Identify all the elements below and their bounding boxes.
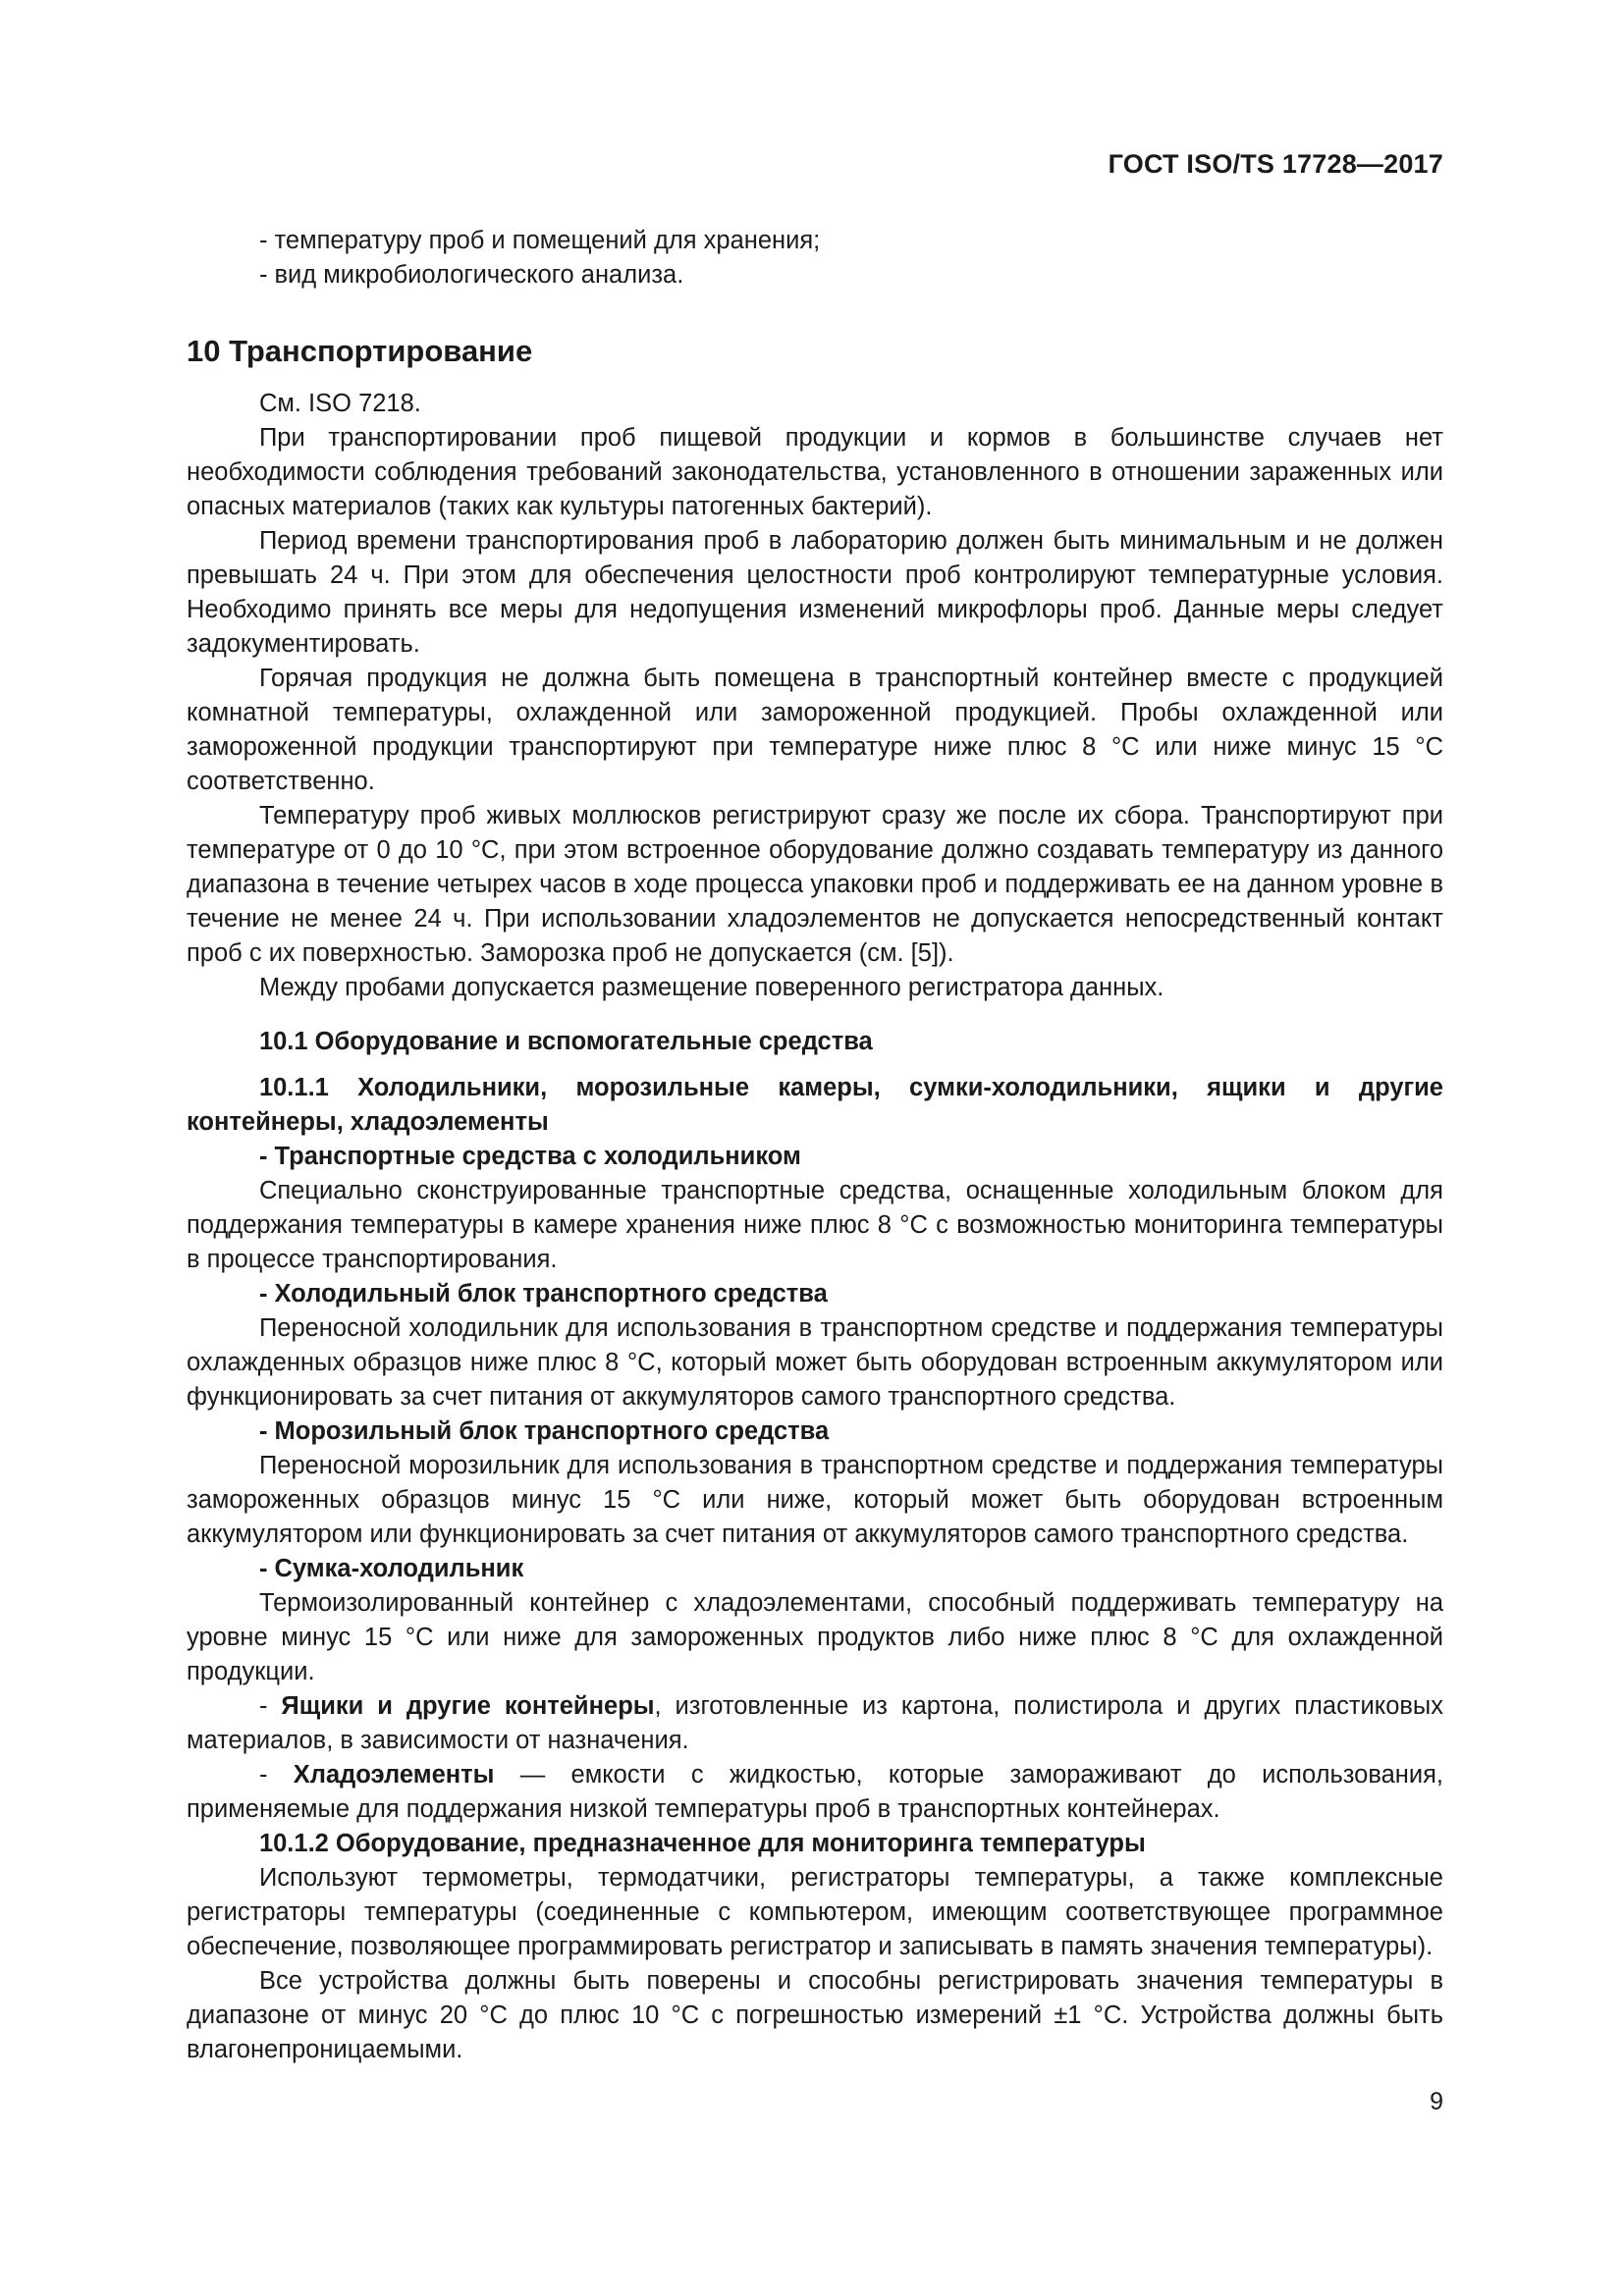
monitoring-paragraph: Используют термометры, термодатчики, регистраторы температуры, а также комплексные регистраторы температуры (соединенные с компьютером, имеющим соответствующее программное обеспечение, позволяющее программировать регистратор и записывать в память значения температуры). [187,1864,1443,1960]
section-paragraph: Между пробами допускается размещение поверенного регистратора данных. [258,974,1164,1001]
page-number: 9 [1430,2088,1443,2115]
cold-packs-text: — емкости с жидкостью, которые замораживают до использования, применяемые для поддержания низкой температуры проб в транспортных контейнерах. [187,1761,1443,1823]
equipment-item-title: - Морозильный блок транспортного средства [258,1417,830,1445]
monitoring-paragraph: Все устройства должны быть поверены и способны регистрировать значения температуры в диапазоне от минус 20 °С до плюс 10 °С с погрешностью измерений ±1 °С. Устройства должны быть влагонепроницаемыми. [187,1967,1443,2063]
boxes-paragraph [187,1689,1443,1758]
section-reference: См. ISO 7218. [258,390,421,417]
subsection-title-10-1: 10.1 Оборудование и вспомогательные средства [258,1028,873,1055]
section-paragraph: При транспортировании проб пищевой продукции и кормов в большинстве случаев нет необходимости соблюдения требований законодательства, установленного в отношении зараженных или опасных материалов (таких как культуры патогенных бактерий). [187,424,1443,520]
equipment-item-text: Переносной морозильник для использования в транспортном средстве и поддержания температуры замороженных образцов минус 15 °С или ниже, который может быть оборудован встроенным аккумулятором или функционировать за счет питания от аккумуляторов самого транспортного средства. [187,1452,1443,1548]
equipment-item-text: Термоизолированный контейнер с хладоэлементами, способный поддерживать температуру на уровне минус 15 °С или ниже для замороженных продуктов либо ниже плюс 8 °С для охлажденной продукции. [187,1589,1443,1685]
subsection-title-10-1-1: 10.1.1 Холодильники, морозильные камеры, сумки-холодильники, ящики и другие контейнеры, хладоэлементы [187,1074,1443,1136]
document-body [187,224,1443,2067]
boxes-text: , изготовленные из картона, полистирола и других пластиковых материалов, в зависимости от назначения. [187,1692,1443,1754]
section-paragraph: Период времени транспортирования проб в лабораторию должен быть минимальным и не должен превышать 24 ч. При этом для обеспечения целостности проб контролируют температурные условия. Необходимо принять все меры для недопущения изменений микрофлоры проб. Данные меры следует задокументировать. [187,527,1443,658]
intro-list-item: - вид микробиологического анализа. [258,261,684,289]
section-paragraph: Температуру проб живых моллюсков регистрируют сразу же после их сбора. Транспортируют при температуре от 0 до 10 °С, при этом встроенное оборудование должно создавать температуру из данного диапазона в течение четырех часов в ходе процесса упаковки проб и поддерживать ее на данном уровне в течение не менее 24 ч. При использовании хладоэлементов не допускается непосредственный контакт проб с их поверхностью. Заморозка проб не допускается (см. [5]). [187,802,1443,967]
cold-packs-paragraph [187,1758,1443,1827]
section-paragraph: Горячая продукция не должна быть помещена в транспортный контейнер вместе с продукцией комнатной температуры, охлажденной или замороженной продукцией. Пробы охлажденной или замороженной продукции транспортируют при температуре ниже плюс 8 °С или ниже минус 15 °С соответственно. [187,665,1443,795]
equipment-item-title: - Сумка-холодильник [258,1555,524,1582]
cold-packs-term: Хладоэлементы [293,1761,495,1789]
section-title: 10 Транспортирование [187,334,533,368]
equipment-item-title: - Транспортные средства с холодильником [258,1143,801,1170]
intro-list-item: - температуру проб и помещений для хранения; [258,227,821,254]
boxes-term: Ящики и другие контейнеры [281,1692,655,1720]
standard-code-header: ГОСТ ISO/TS 17728—2017 [1108,149,1443,179]
cold-packs-dash: - [258,1761,294,1789]
boxes-dash: - [258,1692,282,1720]
document-page [187,0,1443,2296]
equipment-item-title: - Холодильный блок транспортного средства [258,1280,828,1308]
equipment-item-text: Специально сконструированные транспортные средства, оснащенные холодильным блоком для поддержания температуры в камере хранения ниже плюс 8 °С с возможностью мониторинга температуры в процессе транспортирования. [187,1177,1443,1273]
equipment-item-text: Переносной холодильник для использования в транспортном средстве и поддержания температуры охлажденных образцов ниже плюс 8 °С, который может быть оборудован встроенным аккумулятором или функционировать за счет питания от аккумуляторов самого транспортного средства. [187,1314,1443,1411]
subsection-title-10-1-2: 10.1.2 Оборудование, предназначенное для мониторинга температуры [258,1830,1146,1857]
